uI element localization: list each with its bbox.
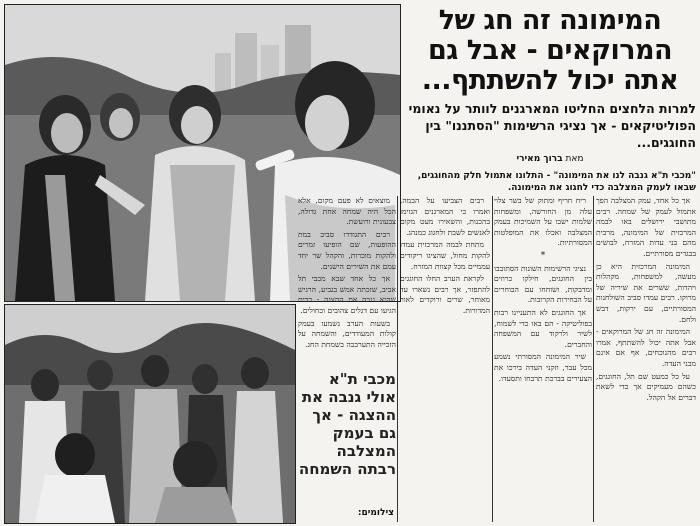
photo-crowd-celebrating	[4, 304, 296, 524]
paragraph: מוצאים לא פעם מקום, אלא הכל היה שמחה אחת גדולה, צבעונית ורועשת.	[298, 196, 396, 227]
star-separator: *	[540, 250, 546, 261]
column-divider	[397, 196, 398, 522]
headline-line-1: המימונה זה חג של	[438, 5, 662, 36]
paragraph: שיר המימונה המסורתי נשמע מכל עבר, וזקני העדה בירכו את הצעירים בברכת תרבחו ותסעדו.	[494, 352, 592, 383]
photo-caption: מכבי ת"א אולי גנבה את ההצגה - אך גם בעמק המצלבה רבתה השמחה	[298, 370, 396, 478]
paragraph: אך כל אחד, עמק המצלבה הפך אתמול לעמק של שמחה. רבים מתושבי ירושלים באו לבמה המרכזית של המימונה, מרבית מהם בני עדות המזרח, לבושים בבגדים מסורתיים.	[596, 196, 696, 258]
column-divider	[593, 196, 594, 522]
paragraph: רבים הצביעו על הבמה, ואמרו כי המארגנים הגזימו בהכנות, והשאירו מעט מקום לאנשים לשבת ולחגוג כמנהג.	[400, 196, 490, 237]
paragraph: על כל כמעט שם תל, החוגגים, כשהם מעמיקים אך כדי לשאת דברים אל הקהל.	[596, 371, 696, 402]
byline	[404, 154, 696, 164]
headline-line-3: אתה יכול להשתתף...	[421, 65, 679, 96]
photo-credit: צילומים:	[357, 508, 394, 518]
paragraph: רבים התגודדו סביב במת ההופעות, שם הופיעו זמרים ולהקות מוכרות, והקהל שר יחד עמם את השירים הישנים.	[298, 229, 396, 271]
paragraph: בשעות הערב נשמעו בעמק קולות המעודדים, והשמחה על הזכייה התערבבה בשמחת החג.	[298, 318, 396, 349]
paragraph: אך החוגגים לא התעניינו רבות בפוליטיקה - הם באו כדי לשמוח, לשיר ולרקוד עם המשפחה והחברים.	[494, 307, 592, 349]
article-column-3	[400, 196, 490, 522]
column-divider	[492, 196, 493, 522]
paragraph: המימונה המרכזית היא כן מעשה, למשפחות, מקהלות ויהדות, ששרים את שיריה של מרוקו. רבים עמדו סביב השולחנות המסורתיים, עם ירקות, דבש ולחם.	[596, 261, 696, 324]
pull-quote: "מכבי ת"א גנבה לנו את המימונה" - התלונו אתמול חלק מהחוגגים, שבאו לעמק המצלבה כדי לחגוג את המימונה.	[417, 171, 696, 193]
paragraph: ריח חריף ומתוק של בשר צלוי עלה מן החורשה, ומשפחות שלמות ישבו על השמיכות בעמק המצלבה ואכלו את המופלטות המסורתיות.	[494, 196, 592, 248]
article-column-1	[596, 196, 696, 522]
paragraph: מתחת לבמה המרכזית עמדו להקות מחול, שהציגו ריקודים עממיים מכל קצוות המזרח.	[400, 240, 490, 271]
paragraph: אך כל אחד שבא מכבי תל אביב, שזכתה אמש בגביע, הרגיש שהיא גנבה את ההצגה - רבים הגיעו עם דגלים צהובים וכחולים.	[298, 274, 396, 315]
paragraph: נציגי הרשימות השונות הסתובבו בין החוגגים, חילקו כרוזים ומדבקות, ושוחחו עם הבוחרים על הבחירות הקרובות.	[494, 263, 592, 305]
paragraph: לקראת הערב החלו החוגגים להתפזר, אך רבים נשארו עד מאוחר, שרים ורוקדים לאור המדורות.	[400, 274, 490, 315]
article-column-2	[494, 196, 592, 522]
article-column-4	[298, 196, 396, 366]
headline	[404, 6, 696, 96]
paragraph: המימונה זה חג של המרוקאים - אבל אתה יכול להשתתף, אמרו רבים מהנוכחים, אף אם אינם מבני העדה.	[596, 327, 696, 368]
headline-line-2: המרוקאים - אבל גם	[427, 35, 673, 66]
byline-prefix: מאת	[565, 154, 584, 164]
byline-author: ברוך מאירי	[516, 154, 563, 164]
subheadline: למרות הלחצים החליטו המארגנים לוותר על נאומי הפוליטיקאים - אך נציגי הרשימות "הסתננו" בין החוגגים...	[408, 101, 696, 150]
photo-crowd-celebrating-image	[5, 305, 295, 523]
